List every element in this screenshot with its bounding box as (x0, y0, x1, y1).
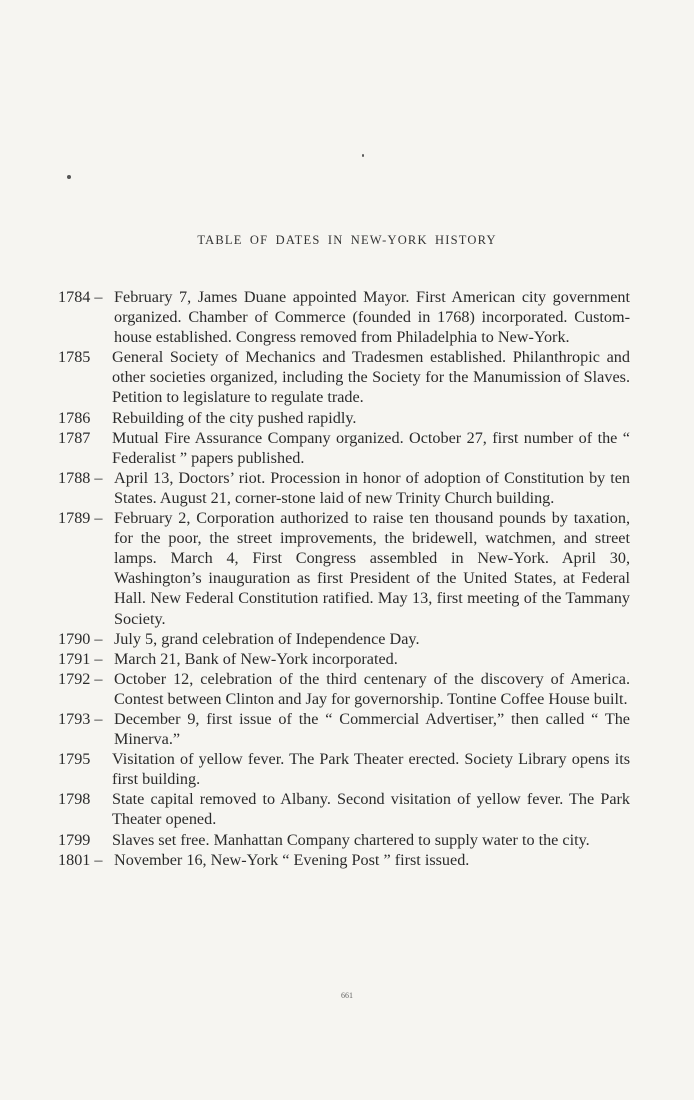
entry-year: 1795 (58, 750, 91, 769)
entry-text: State capital removed to Albany. Second visitation of yellow fever. The Park Theater opened. (112, 790, 630, 829)
entry-text: February 7, James Duane appointed Mayor. First American city government organized. Chamber of Commerce (founded in 1768) incorporated. Custom-house established. Congress removed from Philadelphia to New-York. (114, 288, 630, 347)
entry-year: 1784 – (58, 288, 103, 306)
entry-text: November 16, New-York “ Evening Post ” first issued. (114, 850, 470, 869)
entry-text: March 21, Bank of New-York incorporated. (114, 649, 398, 668)
entry-year: 1788 – (58, 468, 103, 487)
entry-year: 1785 (58, 348, 91, 367)
entry-year: 1799 (58, 830, 91, 849)
entry-text: Slaves set free. Manhattan Company chartered to supply water to the city. (112, 830, 590, 849)
entry-year: 1801 – (58, 850, 103, 869)
date-entry (58, 428, 630, 468)
date-entry (58, 709, 630, 749)
entry-year: 1798 (58, 790, 91, 809)
entry-text: February 2, Corporation authorized to raise ten thousand pounds by taxation, for the poor, the street improvements, the bridewell, watchmen, and street lamps. March 4, First Congress assembled in New-York. April 30, Washington’s inauguration as first President of the United States, at Federal Hall. New Federal Constitution ratified. May 13, first meeting of the Tammany Society. (114, 509, 630, 628)
ink-speck (67, 175, 71, 179)
entry-year: 1787 (58, 428, 91, 447)
date-entry (58, 789, 630, 829)
entry-text: Mutual Fire Assurance Company organized. October 27, first number of the “ Federalist ” papers published. (112, 428, 630, 467)
entry-text: Visitation of yellow fever. The Park Theater erected. Society Library opens its first building. (112, 750, 630, 789)
entry-year: 1791 – (58, 649, 103, 668)
date-entry (58, 468, 630, 508)
date-entry (58, 649, 630, 669)
date-entry (58, 669, 630, 709)
entry-year: 1790 – (58, 629, 103, 648)
entry-text: April 13, Doctors’ riot. Procession in honor of adoption of Constitution by ten States. August 21, corner-stone laid of new Trinity Church building. (114, 468, 630, 507)
page-number: 661 (341, 991, 353, 1000)
dates-list (58, 287, 630, 870)
date-entry (58, 408, 630, 428)
ink-speck (362, 154, 364, 157)
entry-year: 1789 – (58, 509, 103, 528)
entry-text: Rebuilding of the city pushed rapidly. (112, 408, 357, 427)
date-entry (58, 830, 630, 850)
entry-year: 1793 – (58, 709, 103, 728)
entry-year: 1792 – (58, 669, 103, 688)
entry-text: General Society of Mechanics and Tradesmen established. Philanthropic and other societies organized, including the Society for the Manumission of Slaves. Petition to legislature to regulate trade. (112, 348, 630, 407)
date-entry (58, 347, 630, 407)
entry-text: December 9, first issue of the “ Commercial Advertiser,” then called “ The Minerva.” (114, 709, 630, 749)
date-entry (58, 749, 630, 789)
entry-year: 1786 (58, 408, 91, 427)
date-entry (58, 287, 630, 347)
entry-text: October 12, celebration of the third centenary of the discovery of America. Contest between Clinton and Jay for governorship. Tontine Coffee House built. (114, 669, 630, 708)
date-entry (58, 850, 630, 870)
page-title: TABLE OF DATES IN NEW-YORK HISTORY (197, 233, 497, 247)
entry-text: July 5, grand celebration of Independence Day. (114, 629, 420, 648)
date-entry (58, 508, 630, 629)
date-entry (58, 629, 630, 649)
